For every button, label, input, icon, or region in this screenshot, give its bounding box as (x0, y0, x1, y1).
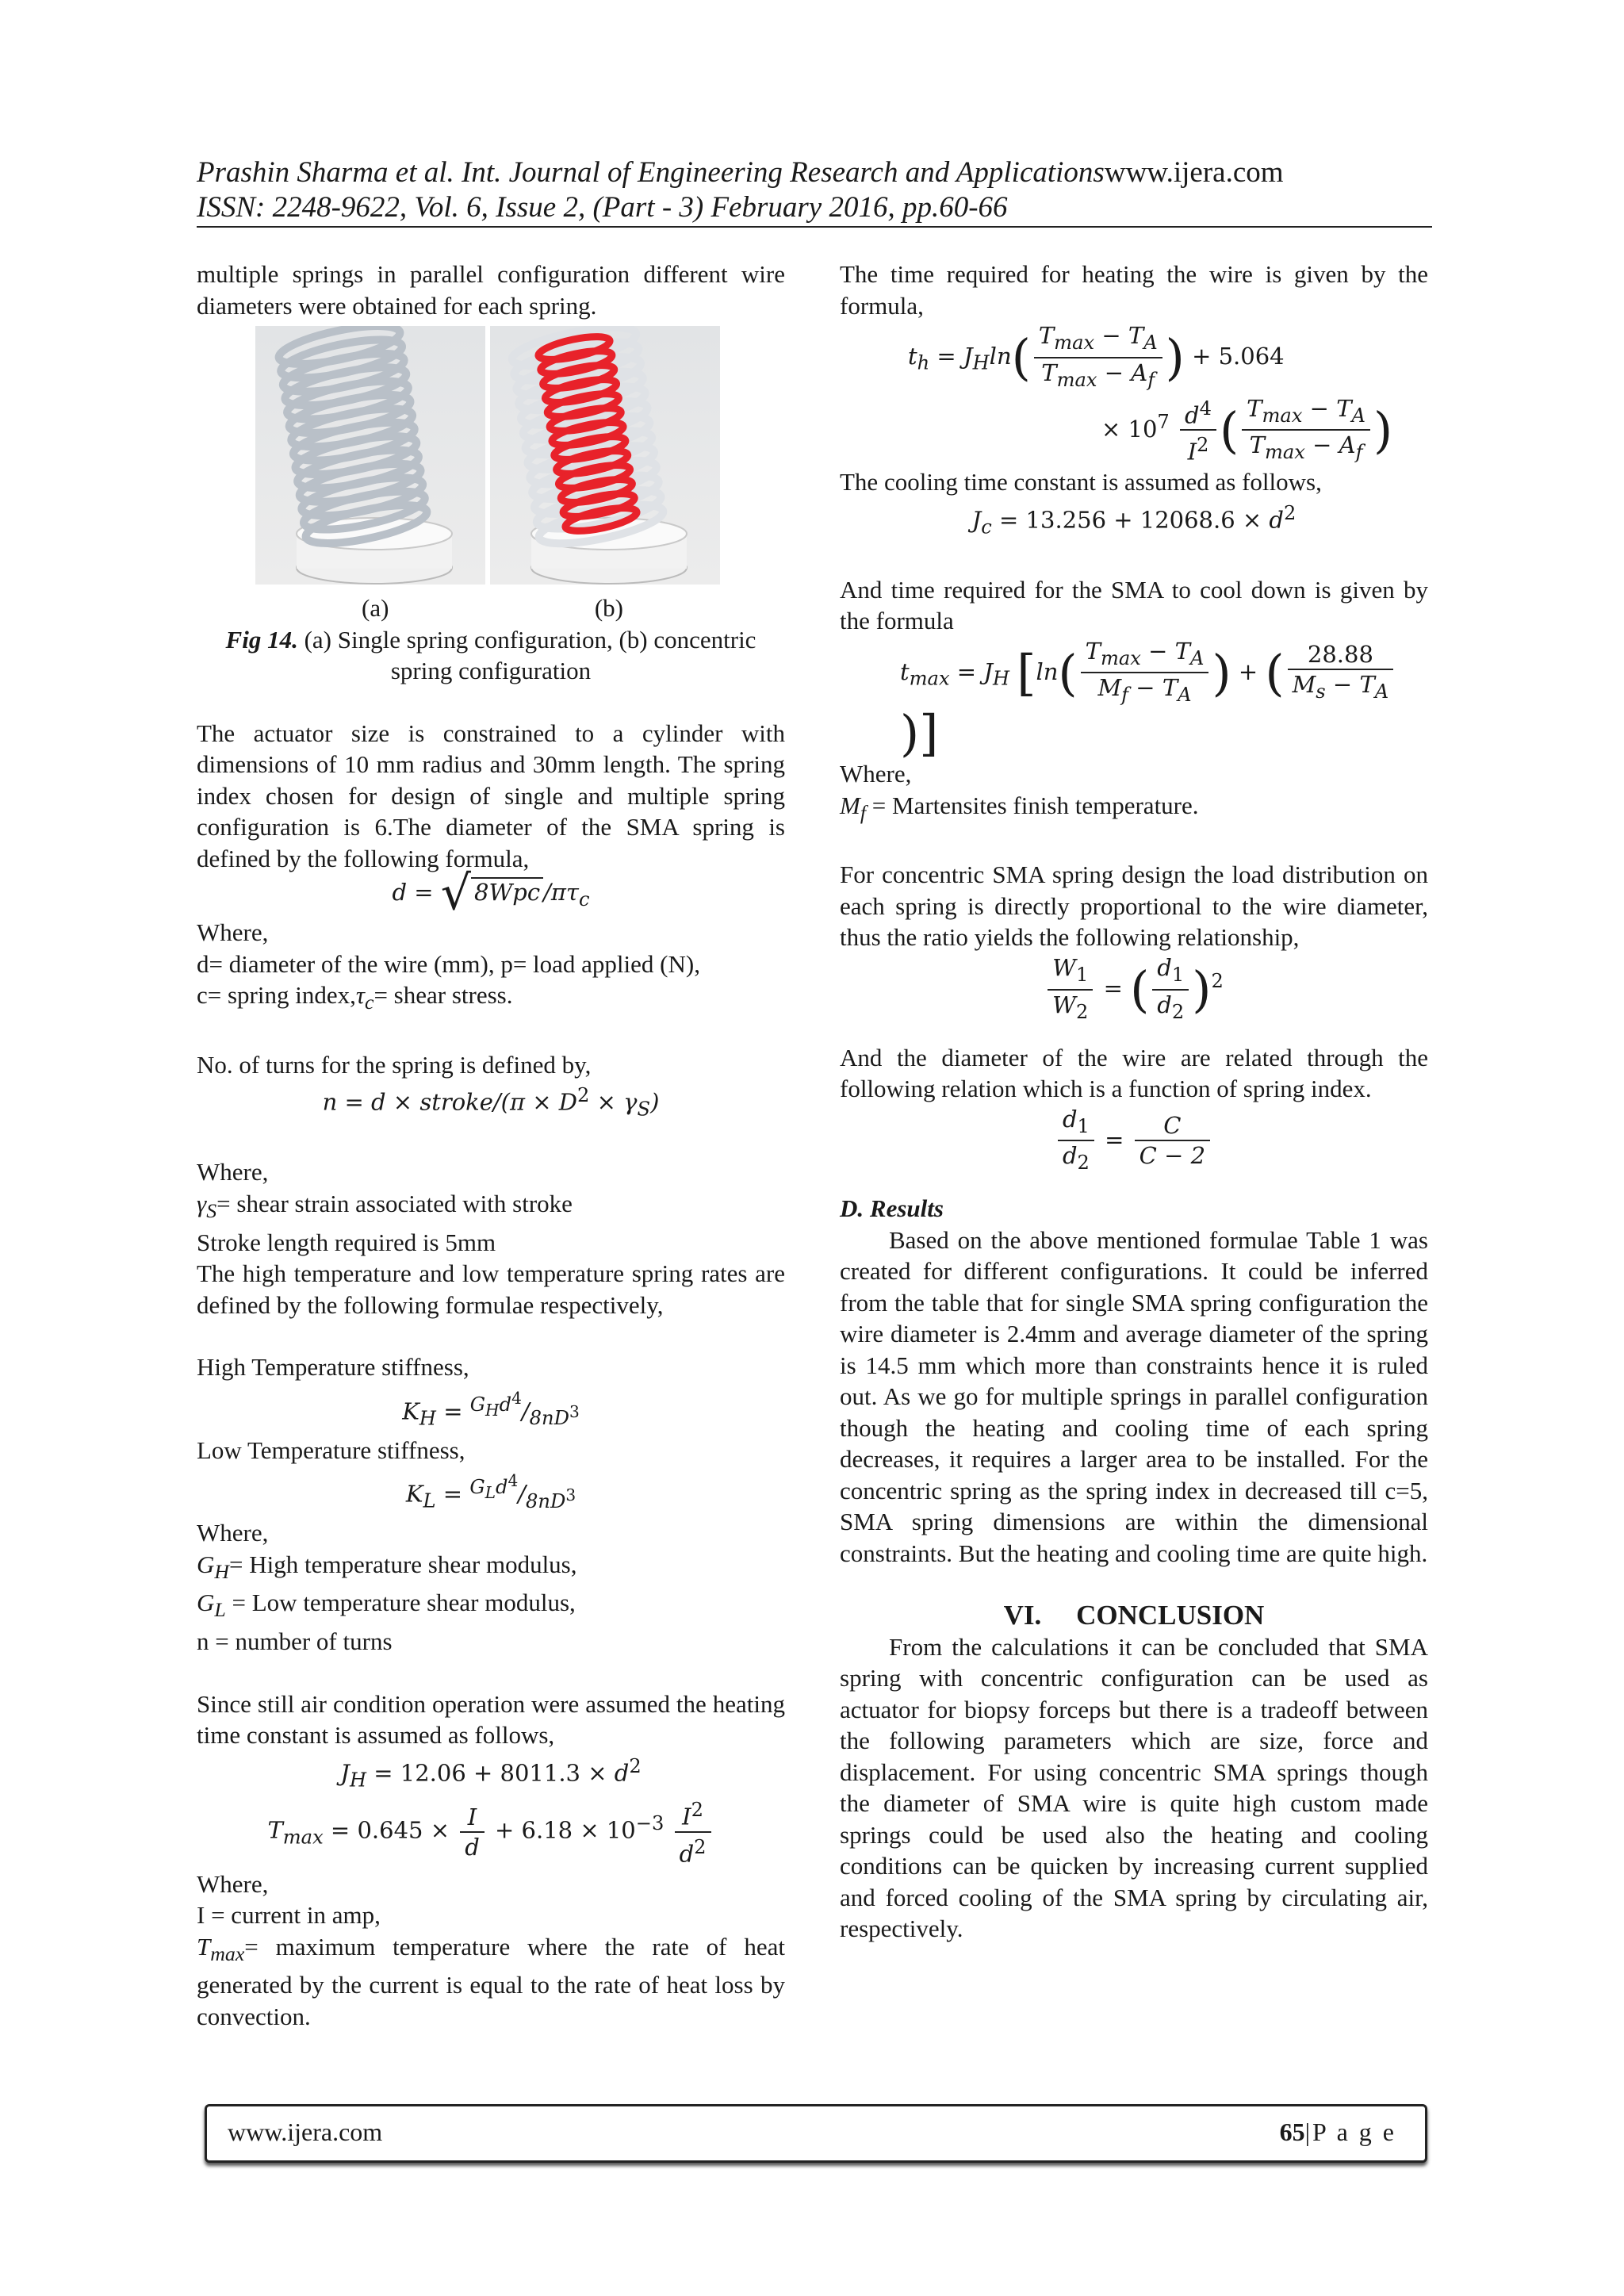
figure-14 (197, 326, 785, 588)
actuator-paragraph: The actuator size is constrained to a cylinder with dimensions of 10 mm radius and 30mm length. The spring index chosen for design of single and multiple spring configuration is 6.The diameter of the SMA spring is defined by the following formula, (197, 719, 785, 872)
def-mf: $M_f$ = Martensites finish temperature. (840, 791, 1199, 824)
single-spring-image (255, 326, 485, 585)
eq-turns: n = d × stroke/(π × $D^2 \times \gamma_S$) (322, 1084, 660, 1121)
page-footer (205, 2104, 1427, 2163)
def-gh: $G_H=$ High temperature shear modulus, (197, 1550, 577, 1583)
fig-label-b: (b) (594, 594, 623, 622)
intro-paragraph: multiple springs in parallel configuration different wire diameters were obtained for each spring. (197, 260, 785, 320)
results-heading: D. Results (840, 1194, 944, 1223)
def-gl: $G_L$ = Low temperature shear modulus, (197, 1589, 576, 1622)
rates-paragraph: The high temperature and low temperature spring rates are defined by the following formulae respectively, (197, 1259, 785, 1319)
where-label-3: Where, (197, 1519, 269, 1547)
eq-kh: $K_H = ^{G_Hd^4}/_{8nD^3}$ (402, 1388, 580, 1430)
def-c: c= spring $index,\tau_c=$ shear stress. (197, 981, 513, 1014)
journal-header-line2: ISSN: 2248-9622, Vol. 6, Issue 2, (Part - 3) February 2016, pp.60-66 (197, 191, 1008, 224)
def-i: I = current in amp, (197, 1901, 381, 1930)
eq-tmax-cool: $t_{max} = J_H$ [ln( $\frac{T_{max} - T_A}{M_f - T_A}$ ) + ( $\frac{28.88}{M_s - T_A}$ )] (840, 637, 1428, 759)
cooling-const-text: The cooling time constant is assumed as follows, (840, 468, 1322, 496)
figure-sublabels (362, 592, 623, 624)
def-n: n = number of turns (197, 1627, 393, 1655)
concentric-paragraph: For concentric SMA spring design the load distribution on each spring is directly proportional to the wire diameter, thus the ratio yields the following relationship, (840, 861, 1428, 952)
still-air-paragraph: Since still air condition operation were assumed the heating time constant is assumed as follows, (197, 1689, 785, 1749)
right-column (840, 259, 1428, 1945)
figure-caption: Fig 14. (a) Single spring configuration, (b) concentric spring configuration (225, 625, 756, 684)
eq-jh: $J_H = 12.06 + 8011.3 \times d^2$ (340, 1754, 642, 1791)
results-paragraph: Based on the above mentioned formulae Table 1 was created for different configurations. It could be inferred from the table that for single SMA spring configuration the wire diameter is 2.4mm and average diameter of the spring is 14.5 mm which more than constraints hence it is ruled out. As we go for multiple springs in parallel configuration though the heating and cooling time of each spring decreases, it requires a larger area to be installed. For the concentric spring as the spring index in decreased till c=5, SMA spring dimensions are within the dimensional constraints. But the heating and cooling time are quite high. (840, 1225, 1428, 1567)
eq-load-ratio: $\frac{W_1}{W_2}$ = ( $\frac{d_1}{d_2}$ )$^2$ (840, 953, 1428, 1026)
footer-url: www.ijera.com (228, 2118, 383, 2146)
conclusion-paragraph: From the calculations it can be concluded that SMA spring with concentric configuration can be used as actuator for biopsy forceps but there is a tradeoff between the following parameters which are size, force and displacement. For using concentric SMA springs though the diameter of SMA wire is quite high custom made springs could be used also the heating and cooling conditions can be quicken by increasing current supplied and forced cooling of the SMA spring by circulating air, respectively. (840, 1632, 1428, 1943)
where-label-5: Where, (840, 760, 912, 788)
eq-jc: $J_c = 13.256 + 12068.6 \times d^2$ (971, 501, 1297, 539)
def-tmax: $T_{max}=$ maximum temperature where the rate of heat generated by the current is equal to the rate of heat loss by convection. (197, 1932, 785, 2030)
high-stiffness-label: High Temperature stiffness, (197, 1353, 469, 1382)
heating-time-text: The time required for heating the wire is given by the formula, (840, 260, 1428, 320)
left-column (197, 259, 785, 2032)
journal-header-line1: Prashin Sharma et al. Int. Journal of Engineering Research and Applicationswww.ijera.com (197, 156, 1284, 189)
cool-down-text: And time required for the SMA to cool down is given by the formula (840, 575, 1428, 635)
where-label-1: Where, (197, 918, 269, 947)
where-label-2: Where, (197, 1158, 269, 1186)
def-d: d= diameter of the wire (mm), p= load applied (N), (197, 949, 700, 978)
eq-diameter-ratio: $\frac{d_1}{d_2}$ = $\frac{C}{C - 2}$ (840, 1105, 1428, 1178)
diameter-relation-paragraph: And the diameter of the wire are related through the following relation which is a function of spring index. (840, 1043, 1428, 1103)
eq-tmax: $T_{max} = 0.645$ × $\frac{I}{d}$ + $6.18 \times 10^{-3}$ $\frac{I^2}{d^2}$ (197, 1796, 785, 1868)
def-gamma: $\gamma_S=$ shear strain associated with stroke (197, 1189, 573, 1223)
concentric-spring-image (490, 326, 720, 585)
conclusion-heading: VI. CONCLUSION (1003, 1600, 1265, 1631)
low-stiffness-label: Low Temperature stiffness, (197, 1435, 465, 1464)
fig-label-a: (a) (362, 594, 389, 622)
turns-text: No. of turns for the spring is defined by, (197, 1050, 592, 1079)
footer-page-number: 65|P a g e (1279, 2118, 1396, 2146)
where-label-4: Where, (197, 1869, 269, 1898)
eq-wire-diameter: d = √ 8Wpc $/\pi\tau_c$ (392, 865, 590, 922)
stroke-text: Stroke length required is 5mm (197, 1228, 496, 1256)
eq-kl: $K_L = ^{G_Ld^4}/_{8nD^3}$ (405, 1471, 576, 1512)
header-rule (197, 226, 1432, 228)
eq-th-line1: $t_h = J_H\ln$( $\frac{T_{max} - T_A}{T_{max} - A_f}$ ) + 5.064 (908, 322, 1285, 391)
eq-th-line2: × $10^7$ $\frac{d^4}{I^2}$ ( $\frac{T_{max} - T_A}{T_{max} - A_f}$ ) (1101, 394, 1393, 466)
